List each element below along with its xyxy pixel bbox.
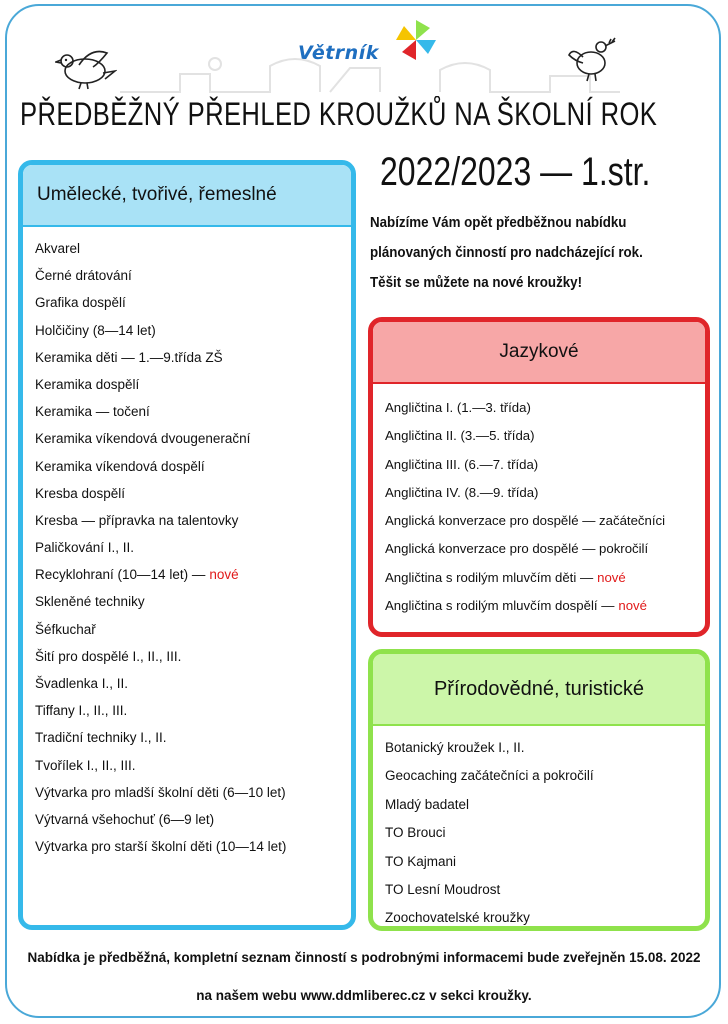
list-item-label: Angličtina s rodilým mluvčím děti — (385, 569, 594, 585)
nature-tourism-list (373, 726, 705, 931)
intro-line: plánovaných činností pro nadcházející rok. (370, 245, 643, 261)
list-item (385, 535, 705, 563)
list-item-label: Šití pro dospělé I., II., III. (35, 648, 182, 664)
list-item-label: Zoochovatelské kroužky (385, 910, 530, 926)
list-item (385, 592, 705, 620)
list-item-label: Angličtina III. (6.—7. třída) (385, 456, 539, 472)
list-item (385, 422, 705, 450)
list-item (35, 371, 351, 398)
list-item (35, 344, 351, 371)
new-badge: nové (618, 598, 647, 614)
list-item (385, 876, 705, 904)
list-item (35, 697, 351, 724)
list-item (35, 534, 351, 561)
language-heading: Jazykové (373, 322, 705, 384)
list-item-label: Kresba dospělí (35, 485, 126, 501)
page-title: PŘEDBĚŽNÝ PŘEHLED KROUŽKŮ NA ŠKOLNÍ ROK (20, 96, 658, 132)
list-item-label: Šéfkuchař (35, 621, 96, 637)
town-sketch-decoration (120, 52, 620, 96)
list-item-label: Mladý badatel (385, 796, 470, 812)
art-crafts-panel (18, 160, 356, 930)
list-item (385, 848, 705, 876)
list-item-label: Kresba — přípravka na talentovky (35, 512, 239, 528)
list-item (35, 507, 351, 534)
list-item (35, 425, 351, 452)
list-item-label: Keramika víkendová dospělí (35, 458, 205, 474)
list-item (35, 616, 351, 643)
list-item-label: Angličtina II. (3.—5. třída) (385, 428, 535, 444)
footer-web-note: na našem webu www.ddmliberec.cz v sekci kroužky. (196, 988, 532, 1003)
list-item-label: Geocaching začátečníci a pokročilí (385, 768, 594, 784)
school-year-subtitle: 2022/2023 — 1.str. (380, 150, 651, 194)
intro-line: Těšit se můžete na nové kroužky! (370, 275, 583, 291)
list-item-label: TO Brouci (385, 825, 446, 841)
list-item-label: Angličtina I. (1.—3. třída) (385, 400, 531, 415)
list-item-label: Botanický kroužek I., II. (385, 740, 525, 755)
nature-tourism-panel (368, 649, 710, 931)
list-item (35, 588, 351, 615)
list-item (35, 561, 351, 588)
list-item-label: Anglická konverzace pro dospělé — pokročilí (385, 541, 649, 557)
list-item-label: Tvořílek I., II., III. (35, 757, 136, 773)
list-item-label: Akvarel (35, 241, 81, 256)
list-item-label: Holčičiny (8—14 let) (35, 322, 156, 338)
list-item (385, 762, 705, 790)
footer-note: Nabídka je předběžná, kompletní seznam činností s podrobnými informacemi bude zveřejněn 15.08. 2022 (27, 950, 701, 965)
bird-illustration-top-left (55, 45, 117, 91)
list-item (385, 394, 705, 422)
list-item-label: Paličkování I., II. (35, 540, 135, 556)
list-item (35, 670, 351, 697)
list-item-label: Keramika — točení (35, 404, 150, 420)
intro-text (370, 208, 700, 298)
list-item-label: Výtvarka pro starší školní děti (10—14 let) (35, 839, 287, 855)
list-item (35, 398, 351, 425)
art-crafts-heading: Umělecké, tvořivé, řemeslné (23, 165, 351, 227)
list-item (385, 791, 705, 819)
list-item (35, 262, 351, 289)
list-item (35, 779, 351, 806)
list-item-label: Tiffany I., II., III. (35, 703, 128, 719)
list-item-label: Černé drátování (35, 268, 132, 284)
list-item-label: TO Kajmani (385, 853, 457, 869)
list-item-label: Švadlenka I., II. (35, 676, 129, 691)
list-item-label: TO Lesní Moudrost (385, 881, 501, 897)
new-badge: nové (597, 569, 626, 585)
list-item (35, 480, 351, 507)
language-list (373, 384, 705, 620)
list-item-label: Anglická konverzace pro dospělé — začátečníci (385, 513, 666, 529)
list-item-label: Výtvarná všehochuť (6—9 let) (35, 811, 215, 827)
list-item-label: Grafika dospělí (35, 295, 126, 311)
list-item (35, 453, 351, 480)
list-item (35, 724, 351, 751)
list-item (385, 507, 705, 535)
new-badge: nové (209, 567, 239, 583)
list-item (385, 819, 705, 847)
intro-line: Nabízíme Vám opět předběžnou nabídku (370, 215, 627, 231)
language-panel (368, 317, 710, 637)
list-item-label: Skleněné techniky (35, 594, 145, 610)
list-item (385, 451, 705, 479)
list-item (35, 289, 351, 316)
list-item (385, 564, 705, 592)
list-item (35, 806, 351, 833)
list-item (385, 904, 705, 931)
bird-with-branch-top-right (565, 35, 617, 83)
list-item (385, 479, 705, 507)
list-item (35, 235, 351, 262)
logo-text: Větrník (298, 42, 379, 64)
list-item-label: Recyklohraní (10—14 let) — (35, 567, 206, 583)
list-item (35, 752, 351, 779)
list-item-label: Keramika dospělí (35, 376, 140, 392)
list-item-label: Keramika děti — 1.—9.třída ZŠ (35, 349, 223, 365)
list-item-label: Keramika víkendová dvougenerační (35, 431, 251, 447)
list-item-label: Výtvarka pro mladší školní děti (6—10 let) (35, 784, 286, 800)
list-item (35, 317, 351, 344)
list-item-label: Angličtina IV. (8.—9. třída) (385, 484, 539, 500)
list-item (35, 643, 351, 670)
art-crafts-list (23, 227, 351, 860)
list-item-label: Angličtina s rodilým mluvčím dospělí — (385, 598, 615, 614)
list-item (385, 734, 705, 762)
list-item-label: Tradiční techniky I., II. (35, 730, 167, 746)
nature-tourism-heading: Přírodovědné, turistické (373, 654, 705, 726)
list-item (35, 833, 351, 860)
